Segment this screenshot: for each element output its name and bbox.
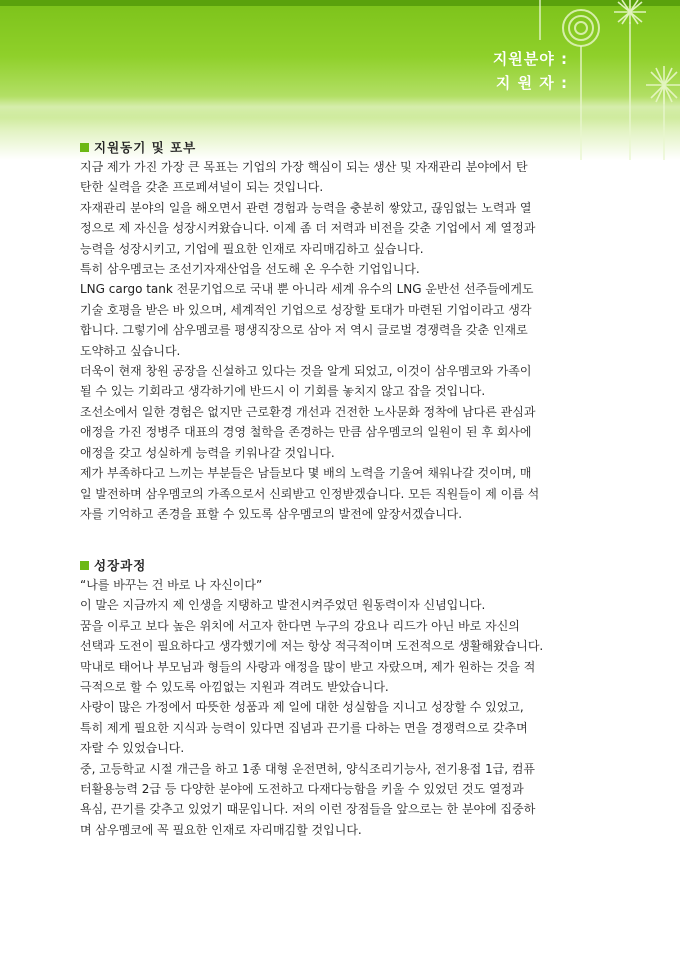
square-bullet-icon	[80, 143, 89, 152]
text-line: 애정을 갖고 성실하게 능력을 키워나갈 것입니다.	[80, 445, 335, 460]
section-title-row	[80, 556, 600, 574]
text-line: 꿈을 이루고 보다 높은 위치에 서고자 한다면 누구의 강요나 리드가 아닌 바로 자신의	[80, 618, 520, 633]
text-line: 애정을 가진 정병주 대표의 경영 철학을 존경하는 만큼 삼우멤코의 일원이 된 후 회사에	[80, 425, 532, 440]
text-line: LNG cargo tank 전문기업으로 국내 뿐 아니라 세계 유수의 LNG 운반선 선주들에게도	[80, 282, 534, 297]
section-growth	[80, 556, 600, 840]
text-line: 자를 기억하고 존경을 표할 수 있도록 삼우멤코의 발전에 앞장서겠습니다.	[80, 506, 463, 521]
text-line: 막내로 태어나 부모님과 형들의 사랑과 애정을 많이 받고 자랐으며, 제가 원하는 것을 적	[80, 659, 536, 674]
text-line: 이 말은 지금까지 제 인생을 지탱하고 발전시켜주었던 원동력이자 신념입니다.	[80, 598, 486, 613]
section-title-row	[80, 138, 600, 156]
application-field-label: 지원분야 :	[492, 50, 568, 68]
text-line: 자랄 수 있었습니다.	[80, 741, 185, 756]
text-line: 특히 제게 필요한 지식과 능력이 있다면 집념과 끈기를 다하는 면을 경쟁력으로 갖추며	[80, 720, 528, 735]
section-motivation	[80, 138, 600, 524]
text-line: 사랑이 많은 가정에서 따뜻한 성품과 제 일에 대한 성실함을 지니고 성장할 수 있었고,	[80, 700, 524, 715]
text-line: “나를 바꾸는 건 바로 나 자신이다”	[80, 578, 263, 592]
text-line: 터활용능력 2급 등 다양한 분야에 도전하고 다재다능함을 키울 수 있었던 것도 열정과	[80, 782, 524, 797]
section-title: 지원동기 및 포부	[94, 140, 197, 155]
section-body	[80, 157, 600, 524]
text-line: 탄한 실력을 갖춘 프로페셔널이 되는 것입니다.	[80, 180, 324, 195]
text-line: 능력을 성장시키고, 기업에 필요한 인재로 자리매김하고 싶습니다.	[80, 241, 424, 256]
text-line: 특히 삼우멤코는 조선기자재산업을 선도해 온 우수한 기업입니다.	[80, 262, 420, 277]
text-line: 자재관리 분야의 일을 해오면서 관련 경험과 능력을 충분히 쌓았고, 끊임없는 노력과 열	[80, 200, 532, 215]
square-bullet-icon	[80, 561, 89, 570]
applicant-name-label: 지 원 자 :	[495, 74, 568, 92]
text-line: 더욱이 현재 창원 공장을 신설하고 있다는 것을 알게 되었고, 이것이 삼우멤코와 가족이	[80, 364, 532, 379]
text-line: 일 발전하며 삼우멤코의 가족으로서 신뢰받고 인정받겠습니다. 모든 직원들이 제 이름 석	[80, 486, 540, 501]
text-line: 조선소에서 일한 경험은 없지만 근로환경 개선과 건전한 노사문화 정착에 남다른 관심과	[80, 404, 536, 419]
text-line: 며 삼우멤코에 꼭 필요한 인재로 자리매김할 것입니다.	[80, 822, 362, 837]
text-line: 제가 부족하다고 느끼는 부분들은 남들보다 몇 배의 노력을 기울여 채워나갈 것이며, 매	[80, 466, 532, 481]
text-line: 기술 호평을 받은 바 있으며, 세계적인 기업으로 성장할 토대가 마련된 기업이라고 생각	[80, 302, 532, 317]
text-line: 합니다. 그렇기에 삼우멤코를 평생직장으로 삼아 저 역시 글로벌 경쟁력을 갖춘 인재로	[80, 323, 528, 338]
header-banner	[0, 0, 680, 160]
text-line: 선택과 도전이 필요하다고 생각했기에 저는 항상 적극적이며 도전적으로 생활해왔습니다.	[80, 639, 544, 654]
text-line: 도약하고 싶습니다.	[80, 343, 181, 358]
text-line: 중, 고등학교 시절 개근을 하고 1종 대형 운전면허, 양식조리기능사, 전기용접 1급, 컴퓨	[80, 761, 536, 776]
text-line: 정으로 제 자신을 성장시켜왔습니다. 이제 좀 더 저력과 비전을 갖춘 기업에서 제 열정과	[80, 221, 536, 236]
text-line: 지금 제가 가진 가장 큰 목표는 기업의 가장 핵심이 되는 생산 및 자재관리 분야에서 탄	[80, 160, 528, 174]
text-line: 극적으로 할 수 있도록 아낌없는 지원과 격려도 받았습니다.	[80, 680, 389, 695]
section-title: 성장과정	[94, 558, 147, 573]
section-body	[80, 575, 600, 840]
text-line: 욕심, 끈기를 갖추고 있었기 때문입니다. 저의 이런 장점들을 앞으로는 한 분야에 집중하	[80, 802, 536, 817]
text-line: 될 수 있는 기회라고 생각하기에 반드시 이 기회를 놓치지 않고 잡을 것입니다.	[80, 384, 486, 399]
decorative-flowers-icon	[0, 0, 680, 160]
